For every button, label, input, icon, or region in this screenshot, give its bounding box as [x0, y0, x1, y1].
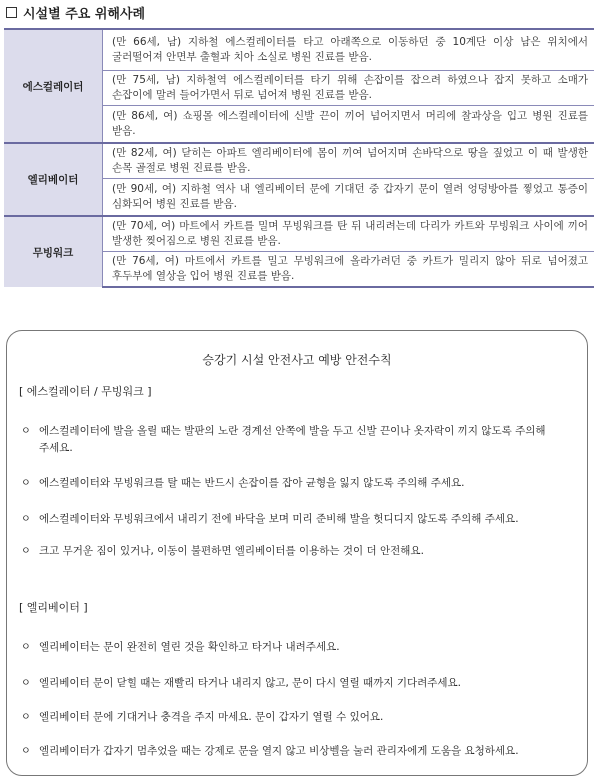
bullet-icon: ㅇ	[21, 746, 31, 757]
list-item	[19, 511, 575, 528]
rule-text: 크고 무거운 짐이 있거나, 이동이 불편하면 엘리베이터를 이용하는 것이 더 안전해요.	[39, 545, 424, 557]
list-item	[19, 423, 575, 457]
category-cell: 엘리베이터	[4, 143, 103, 216]
bullet-icon: ㅇ	[21, 642, 31, 653]
case-description: (만 66세, 남) 지하철 에스컬레이터를 타고 아래쪽으로 이동하던 중 10계단 이상 남은 위치에서 굴러떨어져 안면부 출혈과 치아 소실로 병원 진료를 받음.	[103, 29, 595, 71]
section-label-elevator: [ 엘리베이터 ]	[19, 601, 88, 614]
case-description: (만 76세, 여) 마트에서 카트를 밀고 무빙워크에 올라가려던 중 카트가 밀리지 않아 뒤로 넘어졌고 후두부에 열상을 입어 병원 진료를 받음.	[103, 252, 595, 288]
table-row	[4, 29, 594, 71]
bullet-icon: ㅇ	[21, 678, 31, 689]
list-item	[19, 475, 575, 492]
case-description: (만 82세, 여) 닫히는 아파트 엘리베이터에 몸이 끼여 넘어지며 손바닥으로 땅을 짚었고 이 때 발생한 손목 골절로 병원 진료를 받음.	[103, 143, 595, 179]
table-row	[4, 143, 594, 179]
case-description: (만 70세, 여) 마트에서 카트를 밀며 무빙워크를 탄 뒤 내리려는데 다리가 카트와 무빙워크 사이에 끼어 발생한 찢어짐으로 병원 진료를 받음.	[103, 216, 595, 252]
rule-text: 에스컬레이터와 무빙워크에서 내리기 전에 바닥을 보며 미리 준비해 발을 헛디디지 않도록 주의해 주세요.	[39, 513, 519, 525]
checkbox-square-icon	[6, 7, 17, 18]
section-label-escalator: [ 에스컬레이터 / 무빙워크 ]	[19, 385, 152, 398]
rule-text: 엘리베이터가 갑자기 멈추었을 때는 강제로 문을 열지 않고 비상벨을 눌러 관리자에게 도움을 요청하세요.	[39, 745, 519, 757]
rule-text: 엘리베이터 문에 기대거나 충격을 주지 마세요. 문이 갑자기 열릴 수 있어요.	[39, 711, 384, 723]
list-item	[19, 543, 575, 560]
list-item	[19, 639, 575, 656]
section-heading-text: 시설별 주요 위해사례	[23, 6, 146, 22]
bullet-icon: ㅇ	[21, 478, 31, 489]
safety-rules-title: 승강기 시설 안전사고 예방 안전수칙	[202, 353, 392, 367]
case-description: (만 75세, 남) 지하철역 에스컬레이터를 타기 위해 손잡이를 잡으려 하였으나 잡지 못하고 소매가 손잡이에 말려 들어가면서 뒤로 넘어져 병원 진료를 받음.	[103, 71, 595, 106]
section-heading	[6, 2, 145, 22]
table-row	[4, 216, 594, 252]
bullet-icon: ㅇ	[21, 712, 31, 723]
bullet-icon: ㅇ	[21, 426, 31, 437]
bullet-icon: ㅇ	[21, 514, 31, 525]
list-item	[19, 675, 575, 692]
category-cell: 에스컬레이터	[4, 29, 103, 143]
safety-rules-box	[6, 330, 588, 776]
list-item	[19, 743, 575, 760]
bullet-icon: ㅇ	[21, 546, 31, 557]
case-description: (만 90세, 여) 지하철 역사 내 엘리베이터 문에 기대던 중 갑자기 문이 열려 엉덩방아를 찧었고 통증이 심화되어 병원 진료를 받음.	[103, 179, 595, 217]
rule-text: 에스컬레이터와 무빙워크를 탈 때는 반드시 손잡이를 잡아 균형을 잃지 않도록 주의해 주세요.	[39, 477, 465, 489]
case-description: (만 86세, 여) 쇼핑몰 에스컬레이터에 신발 끈이 끼어 넘어지면서 머리에 찰과상을 입고 병원 진료를 받음.	[103, 106, 595, 144]
rule-text: 엘리베이터 문이 닫힐 때는 재빨리 타거나 내리지 않고, 문이 다시 열릴 때까지 기다려주세요.	[39, 677, 462, 689]
hazard-cases-table	[4, 28, 594, 288]
rule-text: 에스컬레이터에 발을 올릴 때는 발판의 노란 경계선 안쪽에 발을 두고 신발 끈이나 옷자락이 끼지 않도록 주의해 주세요.	[39, 425, 546, 454]
category-cell: 무빙워크	[4, 216, 103, 287]
rule-text: 엘리베이터는 문이 완전히 열린 것을 확인하고 타거나 내려주세요.	[39, 641, 340, 653]
list-item	[19, 709, 575, 726]
